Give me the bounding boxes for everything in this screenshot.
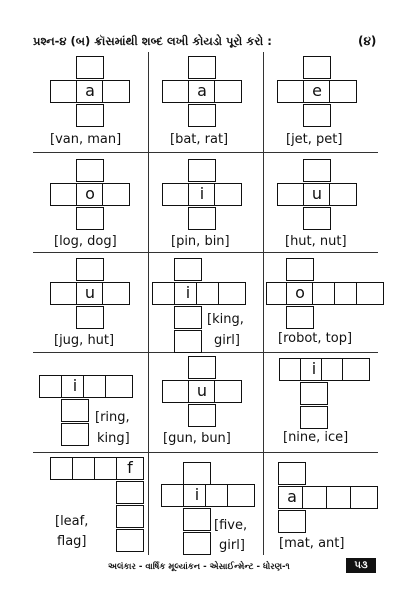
crossword-cell-given: i bbox=[300, 358, 328, 381]
crossword-cell[interactable] bbox=[350, 486, 378, 509]
crossword-cell[interactable] bbox=[162, 80, 190, 103]
crossword-cell[interactable] bbox=[303, 159, 331, 182]
crossword-cell[interactable] bbox=[214, 380, 242, 403]
row-divider bbox=[33, 352, 378, 353]
crossword-cell[interactable] bbox=[183, 462, 211, 485]
crossword-cell[interactable] bbox=[76, 207, 104, 230]
crossword-cell[interactable] bbox=[162, 183, 190, 206]
crossword-cell[interactable] bbox=[329, 183, 357, 206]
crossword-cell[interactable] bbox=[214, 183, 242, 206]
crossword-cell[interactable] bbox=[76, 258, 104, 281]
word-hint: flag] bbox=[57, 534, 87, 549]
crossword-cell[interactable] bbox=[174, 258, 202, 281]
word-hint: [van, man] bbox=[50, 132, 122, 147]
word-hint: girl] bbox=[214, 333, 240, 348]
word-hint: [mat, ant] bbox=[279, 536, 345, 551]
word-hint: [five, bbox=[214, 518, 248, 533]
row-divider bbox=[33, 452, 378, 453]
crossword-cell-given: f bbox=[116, 457, 144, 480]
word-hint: [king, bbox=[207, 312, 244, 327]
crossword-cell-given: u bbox=[188, 380, 216, 403]
word-hint: [bat, rat] bbox=[170, 132, 229, 147]
crossword-cell[interactable] bbox=[61, 423, 89, 446]
crossword-cell[interactable] bbox=[214, 80, 242, 103]
column-divider bbox=[263, 52, 264, 555]
crossword-cell[interactable] bbox=[303, 207, 331, 230]
word-hint: [leaf, bbox=[55, 514, 89, 529]
marks-label: (૪) bbox=[358, 34, 377, 48]
crossword-cell[interactable] bbox=[76, 56, 104, 79]
crossword-cell-given: a bbox=[76, 80, 104, 103]
crossword-cell[interactable] bbox=[116, 505, 144, 528]
word-hint: [ring, bbox=[95, 410, 130, 425]
crossword-cell[interactable] bbox=[188, 404, 216, 427]
crossword-cell[interactable] bbox=[356, 282, 384, 305]
crossword-cell[interactable] bbox=[188, 207, 216, 230]
column-divider bbox=[148, 52, 149, 555]
footer-text: અલંકાર - વાર્ષિક મૂલ્યાંકન - એસાઈન્મેન્ટ - ધોરણ-૧ bbox=[108, 562, 290, 572]
crossword-cell-given: u bbox=[76, 282, 104, 305]
crossword-cell[interactable] bbox=[116, 529, 144, 552]
puzzle-grid bbox=[33, 52, 378, 555]
row-divider bbox=[33, 152, 378, 153]
crossword-cell[interactable] bbox=[188, 104, 216, 127]
word-hint: [log, dog] bbox=[54, 234, 117, 249]
word-hint: [nine, ice] bbox=[283, 430, 349, 445]
crossword-cell[interactable] bbox=[303, 104, 331, 127]
crossword-cell[interactable] bbox=[50, 282, 78, 305]
crossword-cell-given: i bbox=[188, 183, 216, 206]
crossword-cell[interactable] bbox=[278, 510, 306, 533]
crossword-cell[interactable] bbox=[50, 80, 78, 103]
crossword-cell-given: i bbox=[174, 282, 202, 305]
word-hint: girl] bbox=[219, 538, 245, 553]
crossword-cell-given: o bbox=[76, 183, 104, 206]
crossword-cell-given: u bbox=[303, 183, 331, 206]
crossword-cell[interactable] bbox=[188, 56, 216, 79]
crossword-cell[interactable] bbox=[300, 382, 328, 405]
crossword-cell[interactable] bbox=[102, 183, 130, 206]
question-header: પ્રશ્ન-૪ (બ) ક્રૉસમાંથી શબ્દ લખી કોયડો પૂરો કરો : bbox=[33, 34, 272, 48]
word-hint: king] bbox=[97, 431, 130, 446]
crossword-cell[interactable] bbox=[50, 183, 78, 206]
crossword-cell[interactable] bbox=[61, 399, 89, 422]
word-hint: [robot, top] bbox=[278, 331, 353, 346]
crossword-cell[interactable] bbox=[342, 358, 370, 381]
word-hint: [gun, bun] bbox=[163, 431, 231, 446]
crossword-cell[interactable] bbox=[116, 481, 144, 504]
crossword-cell[interactable] bbox=[174, 306, 202, 329]
crossword-cell[interactable] bbox=[102, 282, 130, 305]
crossword-cell-given: a bbox=[278, 486, 306, 509]
crossword-cell[interactable] bbox=[183, 532, 211, 555]
crossword-cell[interactable] bbox=[76, 104, 104, 127]
crossword-cell[interactable] bbox=[102, 80, 130, 103]
crossword-cell[interactable] bbox=[162, 380, 190, 403]
crossword-cell-given: a bbox=[188, 80, 216, 103]
crossword-cell-given: o bbox=[286, 282, 314, 305]
word-hint: [jet, pet] bbox=[286, 132, 343, 147]
crossword-cell[interactable] bbox=[105, 375, 133, 398]
crossword-cell[interactable] bbox=[174, 330, 202, 353]
crossword-cell-given: i bbox=[61, 375, 89, 398]
crossword-cell[interactable] bbox=[277, 80, 305, 103]
crossword-cell[interactable] bbox=[218, 282, 246, 305]
crossword-cell[interactable] bbox=[286, 306, 314, 329]
crossword-cell[interactable] bbox=[76, 159, 104, 182]
crossword-cell[interactable] bbox=[286, 258, 314, 281]
word-hint: [jug, hut] bbox=[54, 333, 115, 348]
row-divider bbox=[33, 252, 378, 253]
word-hint: [pin, bin] bbox=[171, 234, 230, 249]
crossword-cell[interactable] bbox=[303, 56, 331, 79]
crossword-cell[interactable] bbox=[227, 484, 255, 507]
crossword-cell[interactable] bbox=[183, 508, 211, 531]
crossword-cell[interactable] bbox=[188, 159, 216, 182]
crossword-cell[interactable] bbox=[278, 462, 306, 485]
crossword-cell[interactable] bbox=[300, 406, 328, 429]
word-hint: [hut, nut] bbox=[285, 234, 347, 249]
crossword-cell[interactable] bbox=[76, 306, 104, 329]
crossword-cell-given: e bbox=[303, 80, 331, 103]
crossword-cell-given: i bbox=[183, 484, 211, 507]
page-number: ૫૩ bbox=[346, 558, 376, 573]
crossword-cell[interactable] bbox=[277, 183, 305, 206]
crossword-cell[interactable] bbox=[188, 356, 216, 379]
crossword-cell[interactable] bbox=[329, 80, 357, 103]
